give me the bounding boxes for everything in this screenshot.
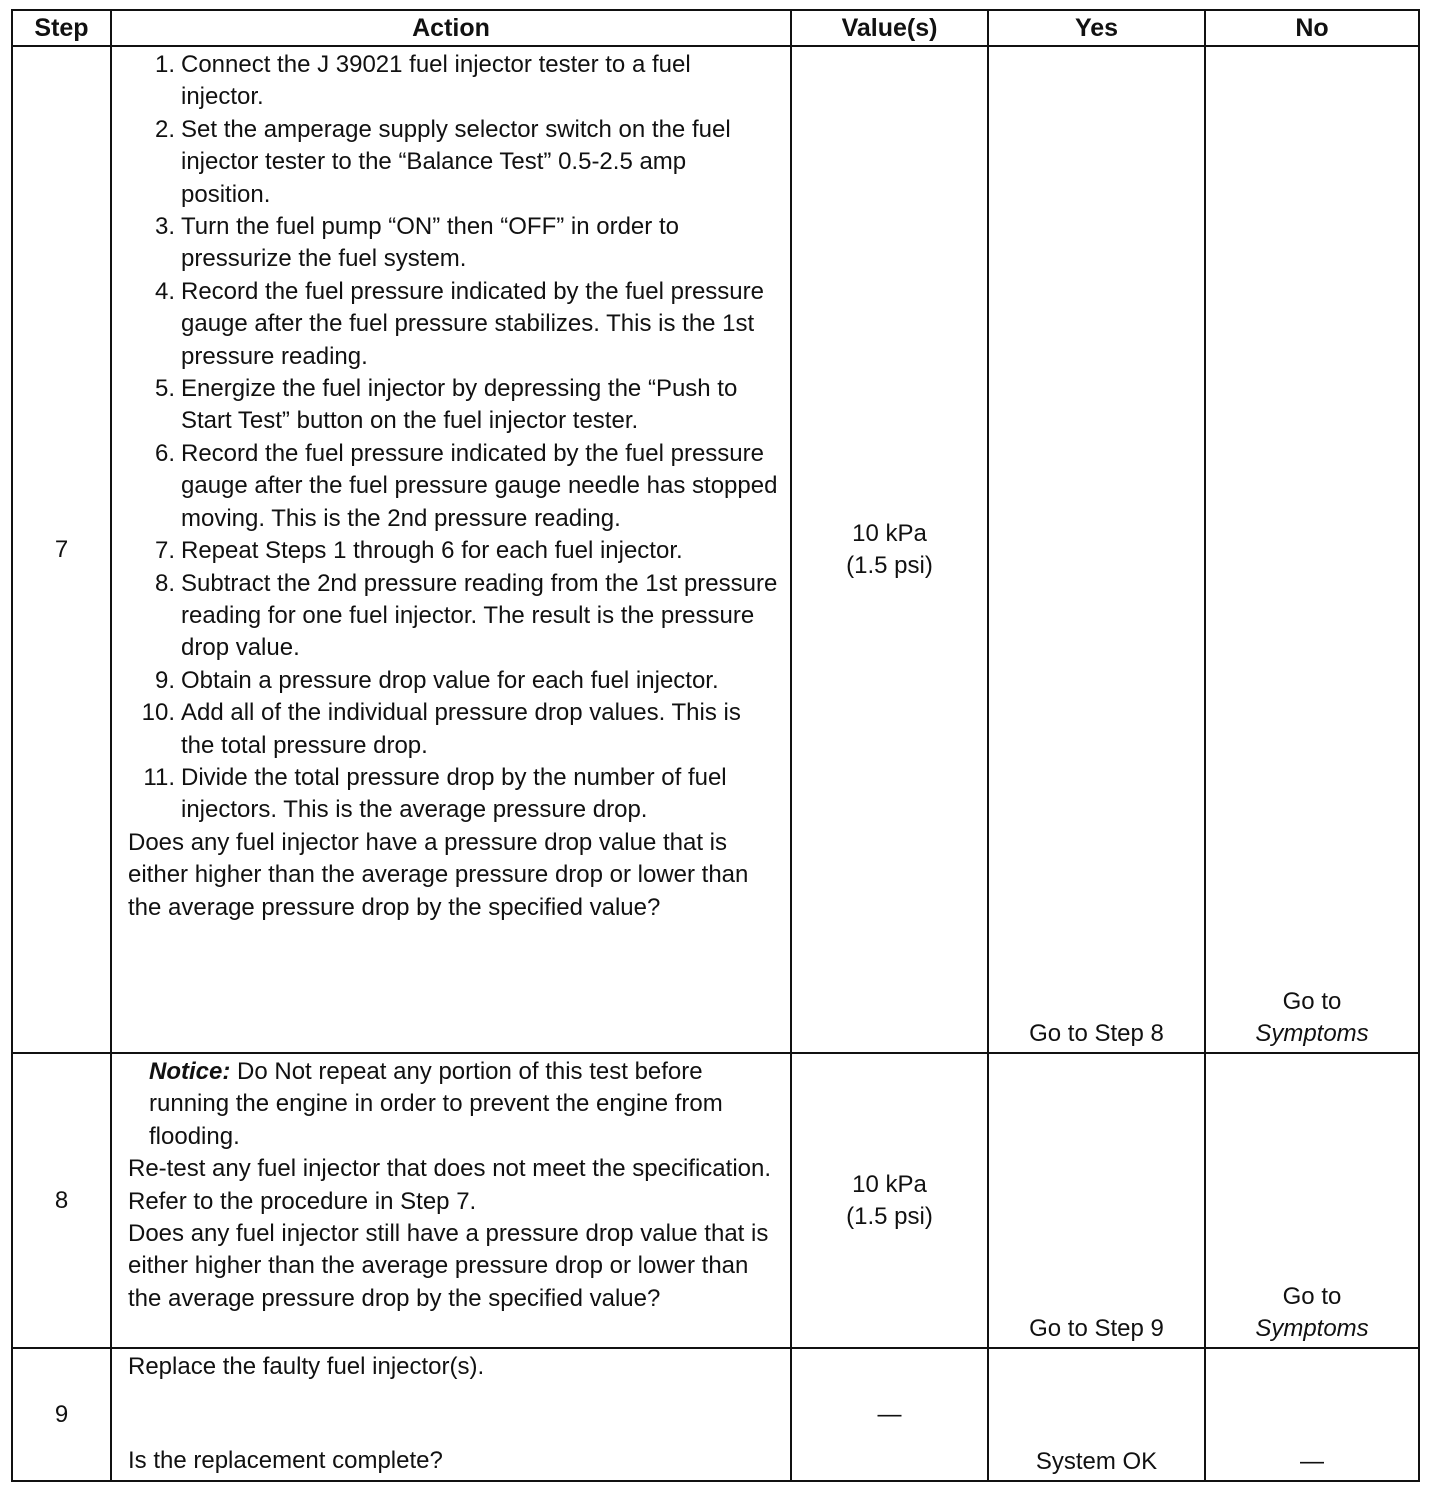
header-action: Action <box>111 10 791 46</box>
list-item: 6. Record the fuel pressure indicated by the fuel pressure gauge after the fuel pressure gauge needle has stopped moving. This is the 2nd pressure reading. <box>154 439 778 532</box>
diagnostic-table <box>11 9 1420 1482</box>
list-item: 9. Obtain a pressure drop value for each fuel injector. <box>154 666 719 694</box>
list-item: 3. Turn the fuel pump “ON” then “OFF” in order to pressurize the fuel system. <box>154 213 679 273</box>
notice-text: Do Not repeat any portion of this test before running the engine in order to prevent the engine from flooding. <box>149 1058 723 1150</box>
no-cell <box>1205 1053 1419 1348</box>
action-cell <box>111 1348 791 1481</box>
yes-link[interactable]: Go to Step 8 <box>1029 1020 1164 1047</box>
value-cell <box>791 1053 988 1348</box>
yes-cell <box>988 46 1205 1053</box>
header-values: Value(s) <box>791 10 988 46</box>
value-dash: — <box>877 1400 902 1428</box>
table-row-step-7 <box>12 46 1419 1053</box>
table-row-step-8 <box>12 1053 1419 1348</box>
list-item: 8. Subtract the 2nd pressure reading from the 1st pressure reading for one fuel injector. The result is the pressure drop value. <box>154 569 778 662</box>
header-step: Step <box>12 10 111 46</box>
no-link-symptoms[interactable]: Symptoms <box>1255 1020 1369 1047</box>
value-kpa: 10 kPa <box>852 519 927 547</box>
header-yes: Yes <box>988 10 1205 46</box>
value-cell <box>791 1348 988 1481</box>
question-text: Does any fuel injector still have a pressure drop value that is either higher than the average pressure drop or lower than the average pressure drop by the specified value? <box>128 1220 769 1312</box>
notice-block <box>128 1056 780 1153</box>
table-row-step-9 <box>12 1348 1419 1481</box>
step-number: 9 <box>12 1348 111 1481</box>
value-psi: (1.5 psi) <box>846 1202 933 1230</box>
question-text: Is the replacement complete? <box>128 1447 443 1475</box>
retest-text: Re-test any fuel injector that does not meet the specification. Refer to the procedure in Step 7. <box>128 1155 772 1215</box>
yes-cell <box>988 1348 1205 1481</box>
yes-cell <box>988 1053 1205 1348</box>
question-text: Does any fuel injector have a pressure drop value that is either higher than the average pressure drop or lower than the average pressure drop by the specified value? <box>128 828 749 921</box>
list-item: 7. Repeat Steps 1 through 6 for each fuel injector. <box>154 537 683 565</box>
no-dash: — <box>1300 1448 1324 1475</box>
value-cell <box>791 46 988 1053</box>
yes-result: System OK <box>1035 1448 1158 1475</box>
no-link-prefix[interactable]: Go to <box>1282 1283 1342 1310</box>
step-number: 8 <box>12 1053 111 1348</box>
list-item: 11. Divide the total pressure drop by the number of fuel injectors. This is the average pressure drop. <box>143 763 727 824</box>
value-psi: (1.5 psi) <box>846 551 933 579</box>
action-cell <box>111 46 791 1053</box>
no-cell <box>1205 1348 1419 1481</box>
list-item: 2. Set the amperage supply selector switch on the fuel injector tester to the “Balance Test” 0.5-2.5 amp position. <box>154 115 731 208</box>
value-kpa: 10 kPa <box>852 1170 927 1198</box>
action-text: Replace the faulty fuel injector(s). <box>128 1353 485 1380</box>
yes-link[interactable]: Go to Step 9 <box>1029 1315 1164 1342</box>
no-link-prefix[interactable]: Go to <box>1282 988 1342 1015</box>
notice-label: Notice: <box>149 1058 231 1085</box>
list-item: 10. Add all of the individual pressure drop values. This is the total pressure drop. <box>141 699 741 759</box>
step-number: 7 <box>12 46 111 1053</box>
procedure-list <box>128 49 780 827</box>
action-cell <box>111 1053 791 1348</box>
list-item: 1. Connect the J 39021 fuel injector tester to a fuel injector. <box>154 51 691 111</box>
list-item: 4. Record the fuel pressure indicated by the fuel pressure gauge after the fuel pressure stabilizes. This is the 1st pressure reading. <box>154 277 764 370</box>
no-link-symptoms[interactable]: Symptoms <box>1255 1315 1369 1342</box>
header-no: No <box>1205 10 1419 46</box>
list-item: 5. Energize the fuel injector by depressing the “Push to Start Test” button on the fuel injector tester. <box>154 375 738 435</box>
header-row <box>12 10 1419 46</box>
no-cell <box>1205 46 1419 1053</box>
